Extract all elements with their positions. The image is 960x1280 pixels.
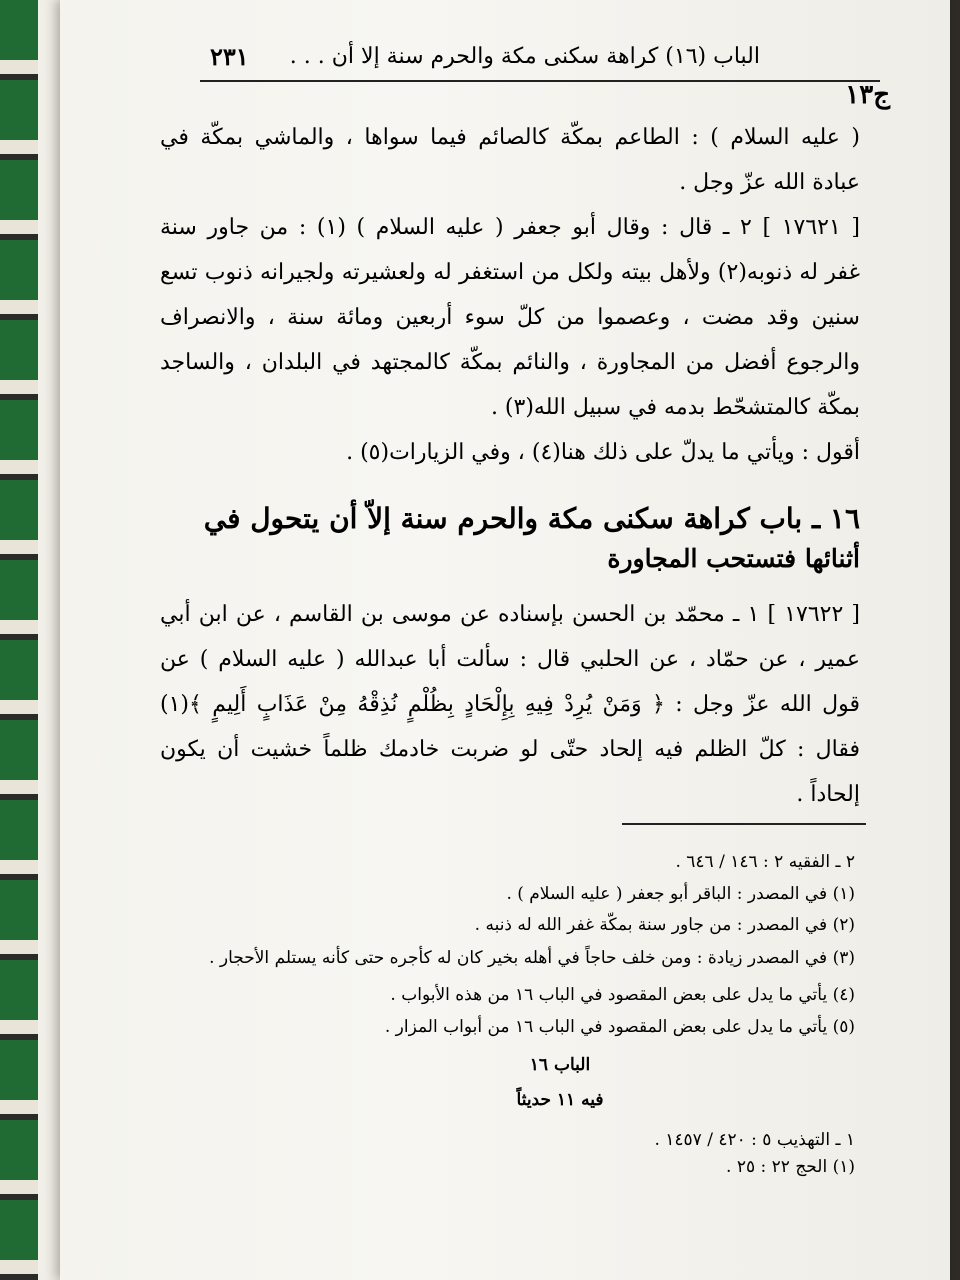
body-line: إلحاداً . [796,782,860,807]
hadith-line: [ ١٧٦٢٢ ] ١ ـ محمّد بن الحسن بإسناده عن موسى بن القاسم ، عن ابن أبي [160,602,860,627]
footnote: (٥) يأتي ما يدل على بعض المقصود في الباب ١٦ من أبواب المزار . [384,1017,855,1037]
body-line: عبادة الله عزّ وجل . [679,170,860,195]
body-line: بمكّة كالمتشحّط بدمه في سبيل الله(٣) . [490,395,860,420]
body-line: سنين وقد مضت ، وعصموا من كلّ سوء أربعين ومائة سنة ، والانصراف [160,305,860,330]
page-number: ٢٣١ [210,42,249,71]
footnote: (١) في المصدر : الباقر أبو جعفر ( عليه السلام ) . [506,884,855,904]
body-line: والرجوع أفضل من المجاورة ، والنائم بمكّة كالمجتهد في البلدان ، والساجد [160,350,860,375]
body-line: ( عليه السلام ) : الطاعم بمكّة كالصائم فيما سواها ، والماشي بمكّة في [160,125,860,150]
footnote: ١ ـ التهذيب ٥ : ٤٢٠ / ١٤٥٧ . [654,1130,855,1150]
body-line: غفر له ذنوبه(٢) ولأهل بيته ولكل من استغفر له ولعشيرته ولجيرانه ذنوب تسع [160,260,861,285]
footnote: (١) الحج ٢٢ : ٢٥ . [726,1157,855,1177]
volume-mark: ج١٣ [845,80,890,110]
chapter-title: أثنائها فتستحب المجاورة [607,544,860,573]
quran-verse-line: قول الله عزّ وجل : ﴿ وَمَنْ يُرِدْ فِيهِ بِإِلْحَادٍ بِظُلْمٍ نُذِقْهُ مِنْ عَذَابٍ أَلِيمٍ ﴾(١) [160,692,860,717]
running-header [200,40,890,110]
chapter-footer-title: الباب ١٦ [529,1055,591,1075]
running-title: الباب (١٦) كراهة سكنى مكة والحرم سنة إلا أن . . . [289,44,760,69]
footnote: (٤) يأتي ما يدل على بعض المقصود في الباب ١٦ من هذه الأبواب . [390,985,855,1005]
footnote: ٢ ـ الفقيه ٢ : ١٤٦ / ٦٤٦ . [675,852,855,872]
book-page [60,0,950,1280]
body-line: فقال : كلّ الظلم فيه إلحاد حتّى لو ضربت خادمك ظلماً خشيت أن يكون [160,737,860,762]
footnote: (٣) في المصدر زيادة : ومن خلف حاجاً في أهله بخير كان له كأجره حتى كأنه يستلم الأحجار . [209,948,855,968]
footnote: (٢) في المصدر : من جاور سنة بمكّة غفر الله له ذنبه . [474,915,855,935]
book-spine [0,0,38,1280]
hadith-line: [ ١٧٦٢١ ] ٢ ـ قال : وقال أبو جعفر ( عليه السلام ) (١) : من جاور سنة [160,215,861,240]
chapter-footer-subtitle: فيه ١١ حديثاً [516,1090,604,1110]
body-line: عمير ، عن حمّاد ، عن الحلبي قال : سألت أبا عبدالله ( عليه السلام ) عن [160,647,860,672]
chapter-title: ١٦ ـ باب كراهة سكنى مكة والحرم سنة إلاّ أن يتحول في [203,502,860,535]
commentary-line: أقول : ويأتي ما يدلّ على ذلك هنا(٤) ، وفي الزيارات(٥) . [346,440,860,465]
footnote-divider [622,823,866,825]
